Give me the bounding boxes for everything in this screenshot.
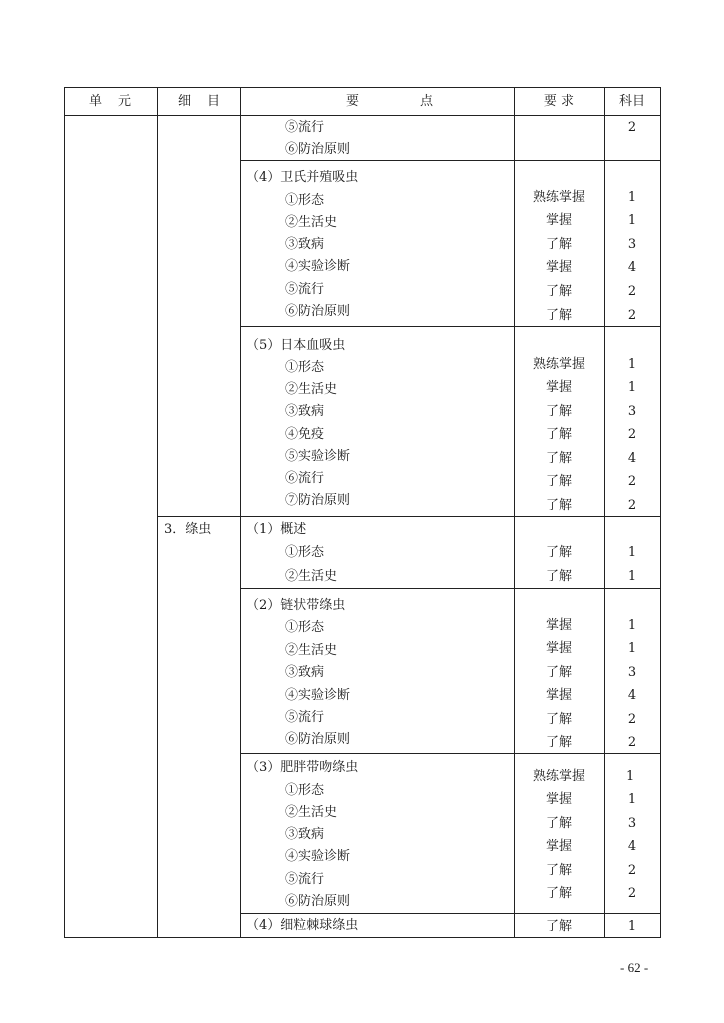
subject-value: 2 bbox=[627, 863, 637, 878]
list-item: ①形态 bbox=[285, 783, 325, 798]
list-item: ②生活史 bbox=[285, 805, 338, 820]
subject-value: 2 bbox=[627, 712, 637, 727]
requirement-value: 了解 bbox=[545, 665, 572, 680]
requirement-value: 了解 bbox=[545, 308, 572, 323]
subject-value: 1 bbox=[627, 618, 637, 633]
header-unit-b: 元 bbox=[118, 94, 132, 109]
list-item: ②生活史 bbox=[285, 382, 338, 397]
requirement-value: 熟练掌握 bbox=[532, 190, 585, 205]
header-requirement: 要 求 bbox=[543, 94, 575, 109]
subject-value: 1 bbox=[627, 213, 637, 228]
subject-value: 4 bbox=[627, 451, 637, 466]
list-item: ⑥流行 bbox=[285, 471, 325, 486]
subject-value: 3 bbox=[627, 237, 637, 252]
subject-value: 2 bbox=[627, 308, 637, 323]
list-item: ④免疫 bbox=[285, 427, 325, 442]
subject-value: 3 bbox=[627, 816, 637, 831]
requirement-value: 掌握 bbox=[545, 380, 572, 395]
list-item: ③致病 bbox=[285, 665, 325, 680]
list-item: ⑤流行 bbox=[285, 872, 325, 887]
requirement-value: 了解 bbox=[545, 863, 572, 878]
list-item: ④实验诊断 bbox=[285, 688, 351, 703]
requirement-value: 掌握 bbox=[545, 213, 572, 228]
list-item: ⑥防治原则 bbox=[285, 894, 351, 909]
requirement-value: 了解 bbox=[545, 816, 572, 831]
subject-value: 4 bbox=[627, 839, 637, 854]
requirement-value: 掌握 bbox=[545, 792, 572, 807]
list-item: ⑤流行 bbox=[285, 282, 325, 297]
subject-value: 2 bbox=[627, 474, 637, 489]
list-item: ①形态 bbox=[285, 620, 325, 635]
header-unit-a: 单 bbox=[89, 94, 103, 109]
list-item: ⑥防治原则 bbox=[285, 142, 351, 157]
header-detail-b: 目 bbox=[207, 94, 221, 109]
topic-title: （1）概述 bbox=[246, 522, 307, 537]
topic-title: （3）肥胖带吻绦虫 bbox=[246, 760, 359, 775]
requirement-value: 了解 bbox=[545, 569, 572, 584]
subject-value: 3 bbox=[627, 665, 637, 680]
list-item: ③致病 bbox=[285, 827, 325, 842]
list-item: ⑦防治原则 bbox=[285, 493, 351, 508]
list-item: ①形态 bbox=[285, 360, 325, 375]
subject-value: 1 bbox=[627, 545, 637, 560]
list-item: ②生活史 bbox=[285, 569, 338, 584]
requirement-value: 了解 bbox=[545, 545, 572, 560]
list-item: ②生活史 bbox=[285, 215, 338, 230]
list-item: ③致病 bbox=[285, 237, 325, 252]
list-item: ①形态 bbox=[285, 545, 325, 560]
list-item: ⑤流行 bbox=[285, 710, 325, 725]
requirement-value: 了解 bbox=[545, 451, 572, 466]
requirement-value: 熟练掌握 bbox=[532, 769, 585, 784]
requirement-value: 掌握 bbox=[545, 839, 572, 854]
requirement-value: 掌握 bbox=[545, 618, 572, 633]
page-number: - 62 - bbox=[620, 960, 649, 975]
subject-value: 2 bbox=[627, 120, 637, 135]
list-item: ④实验诊断 bbox=[285, 259, 351, 274]
section-label: 3．绦虫 bbox=[164, 522, 212, 537]
requirement-value: 了解 bbox=[545, 404, 572, 419]
subject-value: 4 bbox=[627, 688, 637, 703]
subject-value: 1 bbox=[626, 769, 635, 784]
requirement-value: 了解 bbox=[545, 427, 572, 442]
requirement-value: 掌握 bbox=[545, 688, 572, 703]
subject-value: 2 bbox=[627, 886, 637, 901]
requirement-value: 了解 bbox=[545, 474, 572, 489]
list-item: ①形态 bbox=[285, 193, 325, 208]
subject-value: 1 bbox=[627, 569, 637, 584]
topic-title: （5）日本血吸虫 bbox=[246, 338, 346, 353]
subject-value: 1 bbox=[627, 641, 637, 656]
requirement-value: 了解 bbox=[545, 284, 572, 299]
list-item: ③致病 bbox=[285, 404, 325, 419]
subject-value: 2 bbox=[627, 284, 637, 299]
requirement-value: 了解 bbox=[545, 919, 572, 934]
header-subject: 科目 bbox=[618, 94, 645, 109]
subject-value: 4 bbox=[627, 260, 637, 275]
requirement-value: 了解 bbox=[545, 735, 572, 750]
requirement-value: 了解 bbox=[545, 886, 572, 901]
list-item: ⑥防治原则 bbox=[285, 304, 351, 319]
requirement-value: 掌握 bbox=[545, 260, 572, 275]
subject-value: 1 bbox=[627, 190, 637, 205]
header-detail-a: 细 bbox=[178, 94, 192, 109]
list-item: ⑥防治原则 bbox=[285, 732, 351, 747]
subject-value: 1 bbox=[627, 380, 637, 395]
subject-value: 1 bbox=[627, 357, 637, 372]
topic-title: （2）链状带绦虫 bbox=[246, 598, 346, 613]
list-item: ④实验诊断 bbox=[285, 849, 351, 864]
subject-value: 2 bbox=[627, 735, 637, 750]
requirement-value: 了解 bbox=[545, 237, 572, 252]
subject-value: 1 bbox=[627, 919, 637, 934]
requirement-value: 了解 bbox=[545, 712, 572, 727]
topic-title: （4）卫氏并殖吸虫 bbox=[246, 170, 359, 185]
requirement-value: 掌握 bbox=[545, 641, 572, 656]
requirement-value: 了解 bbox=[545, 498, 572, 513]
subject-value: 3 bbox=[627, 404, 637, 419]
header-points-b: 点 bbox=[420, 94, 434, 109]
list-item: ②生活史 bbox=[285, 643, 338, 658]
subject-value: 1 bbox=[627, 792, 637, 807]
topic-title: （4）细粒棘球绦虫 bbox=[246, 918, 359, 933]
header-points-a: 要 bbox=[346, 94, 360, 109]
subject-value: 2 bbox=[627, 427, 637, 442]
requirement-value: 熟练掌握 bbox=[532, 357, 585, 372]
list-item: ⑤流行 bbox=[285, 120, 325, 135]
list-item: ⑤实验诊断 bbox=[285, 449, 351, 464]
subject-value: 2 bbox=[627, 498, 637, 513]
